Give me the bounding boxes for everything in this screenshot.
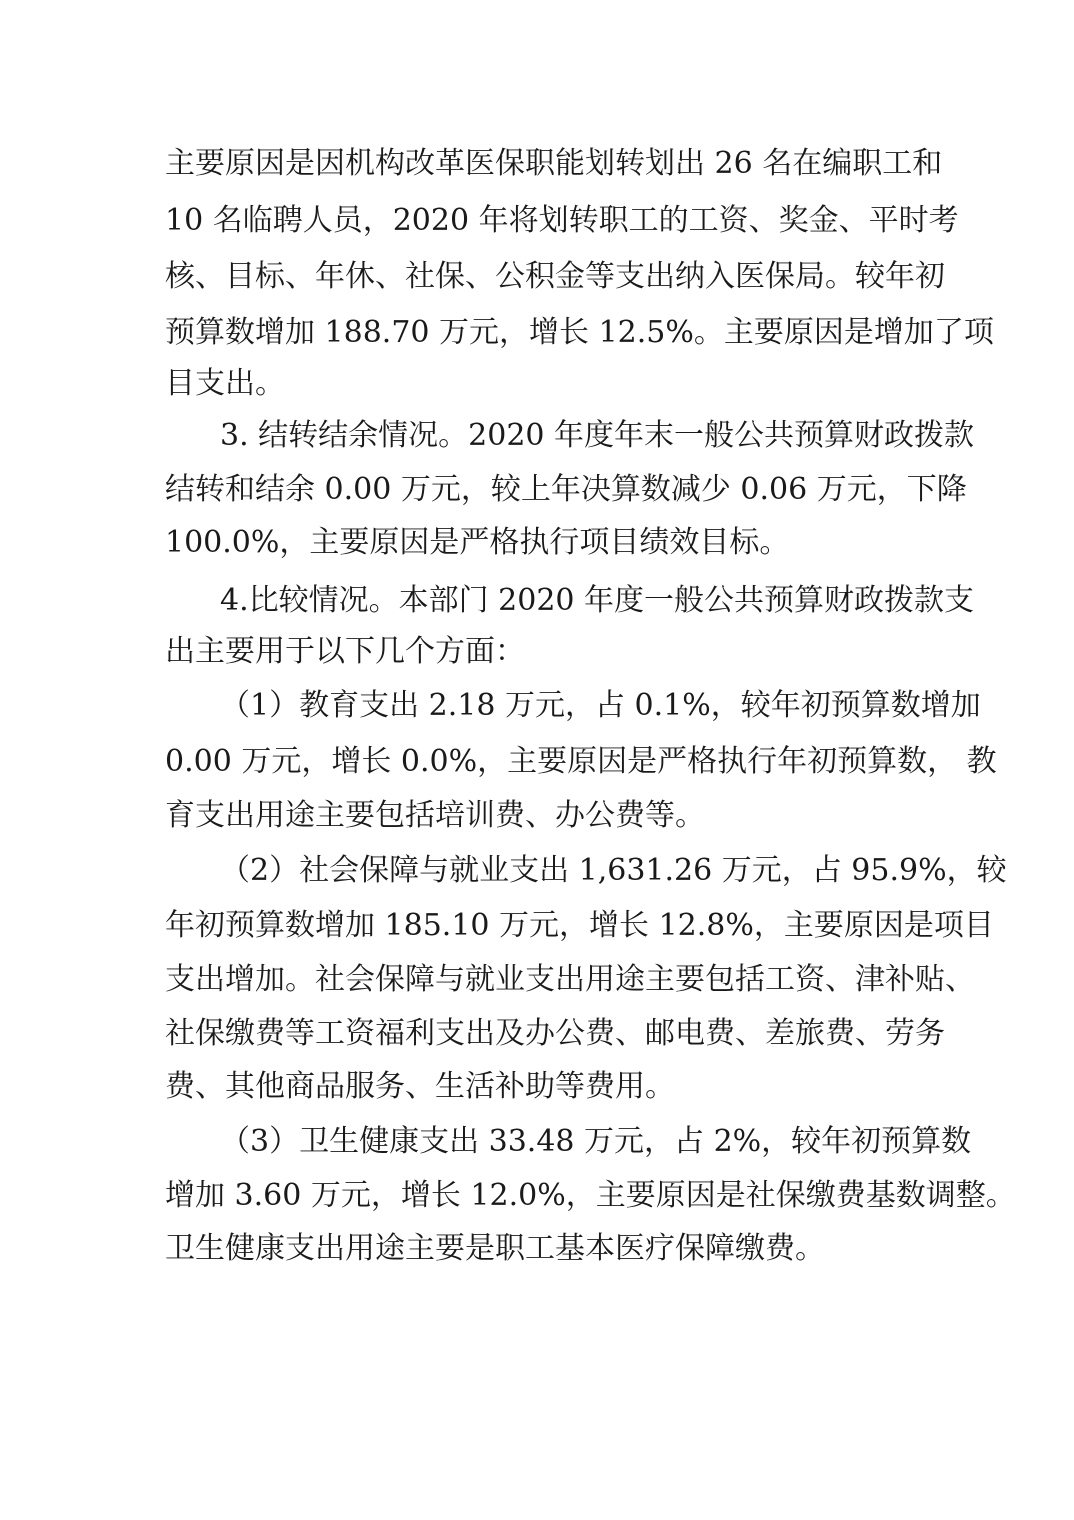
- text-line: （2）社会保障与就业支出 1,631.26 万元，占 95.9%，较: [220, 853, 1007, 888]
- text-line: 主要原因是因机构改革医保职能划转划出 26 名在编职工和: [165, 146, 943, 181]
- text-line: 增加 3.60 万元，增长 12.0%，主要原因是社保缴费基数调整。: [165, 1178, 1016, 1213]
- text-line: 目支出。: [165, 366, 285, 401]
- text-line: 核、目标、年休、社保、公积金等支出纳入医保局。较年初: [165, 259, 945, 294]
- text-line: 社保缴费等工资福利支出及办公费、邮电费、差旅费、劳务: [165, 1016, 945, 1051]
- text-line: 100.0%，主要原因是严格执行项目绩效目标。: [165, 525, 790, 560]
- text-line: （3）卫生健康支出 33.48 万元，占 2%，较年初预算数: [220, 1124, 972, 1159]
- text-line: 4.比较情况。本部门 2020 年度一般公共预算财政拨款支: [220, 583, 975, 618]
- text-line: 预算数增加 188.70 万元，增长 12.5%。主要原因是增加了项: [165, 315, 994, 350]
- text-line: 费、其他商品服务、生活补助等费用。: [165, 1069, 675, 1104]
- text-line: （1）教育支出 2.18 万元，占 0.1%，较年初预算数增加: [220, 688, 981, 723]
- text-line: 年初预算数增加 185.10 万元，增长 12.8%，主要原因是项目: [165, 908, 994, 943]
- text-line: 10 名临聘人员，2020 年将划转职工的工资、奖金、平时考: [165, 203, 959, 238]
- text-line: 卫生健康支出用途主要是职工基本医疗保障缴费。: [165, 1231, 825, 1266]
- text-line: 出主要用于以下几个方面：: [165, 634, 525, 669]
- text-line: 支出增加。社会保障与就业支出用途主要包括工资、津补贴、: [165, 962, 975, 997]
- text-line: 育支出用途主要包括培训费、办公费等。: [165, 798, 705, 833]
- text-line: 0.00 万元，增长 0.0%，主要原因是严格执行年初预算数， 教: [165, 744, 997, 779]
- text-line: 结转和结余 0.00 万元，较上年决算数减少 0.06 万元，下降: [165, 472, 967, 507]
- text-line: 3. 结转结余情况。2020 年度年末一般公共预算财政拨款: [220, 418, 975, 453]
